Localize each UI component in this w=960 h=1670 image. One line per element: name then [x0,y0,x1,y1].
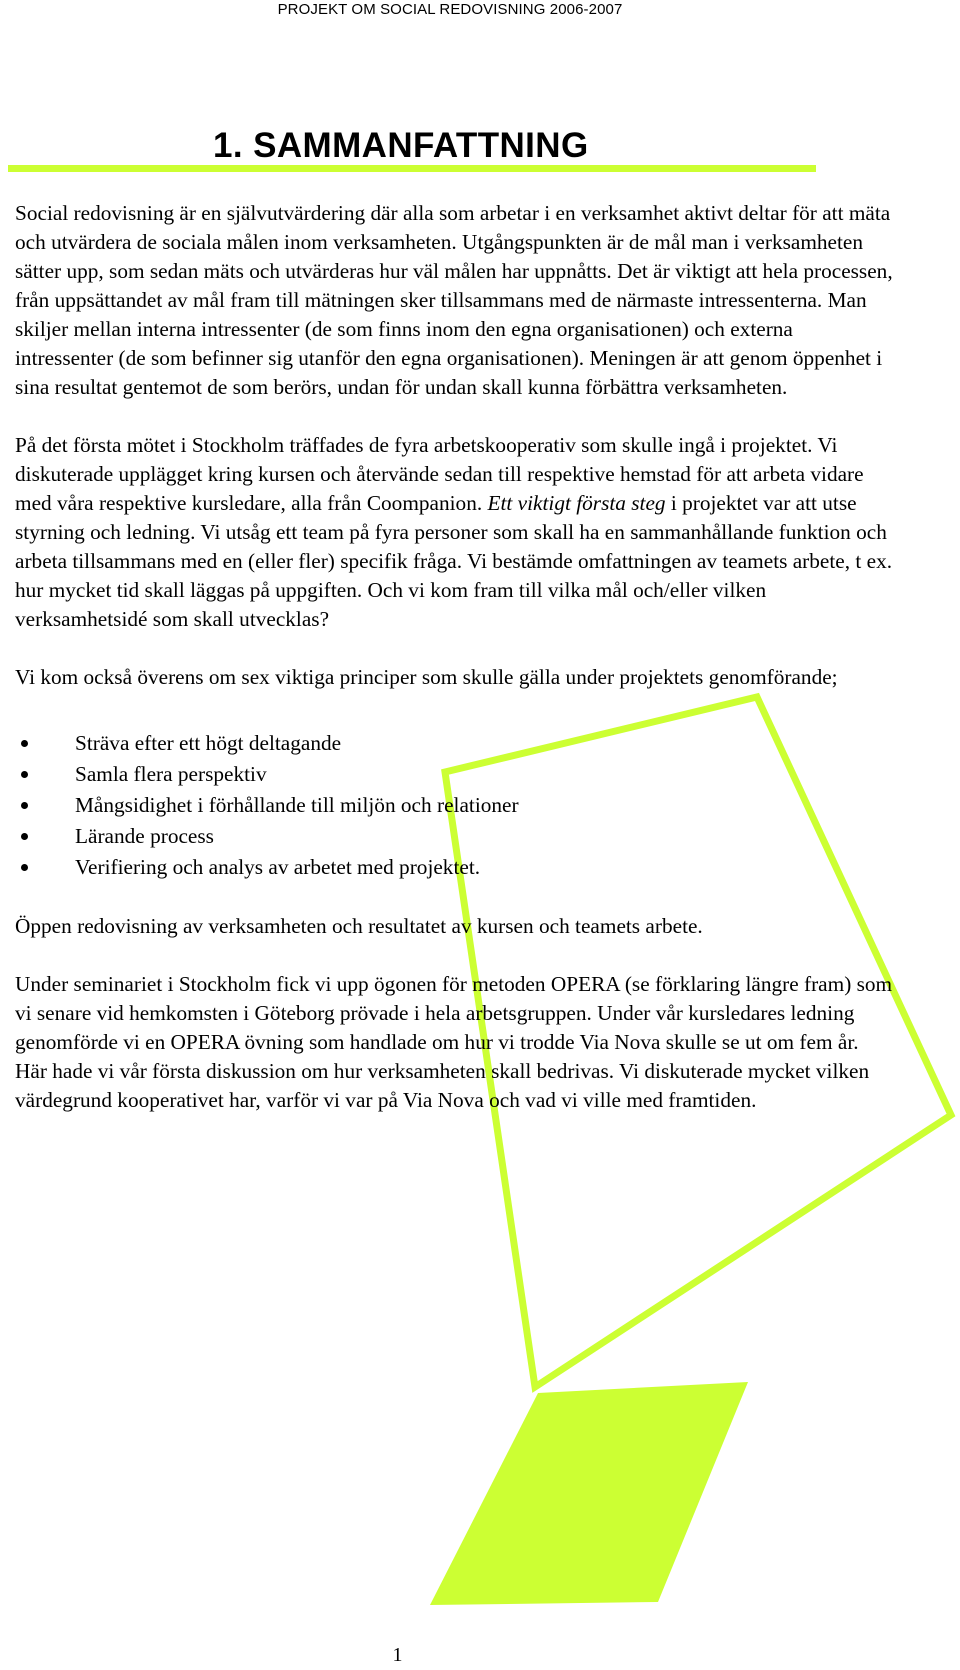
list-item-text: Lärande process [75,824,214,848]
principles-list [15,728,895,883]
paragraph-intro: Social redovisning är en självutvärdering där alla som arbetar i en verksamhet aktivt deltar för att mäta och utvärdera de sociala målen inom verksamheten. Utgångspunkten är de mål man i verksamheten sätter upp, som sedan mäts och utvärderas hur väl målen har uppnåtts. Det är viktigt att hela processen, från uppsättandet av mål fram till mätningen sker tillsammans med de närmaste intressenterna. Man skiljer mellan interna intressenter (de som finns inom den egna organisationen) och externa intressenter (de som befinner sig utanför den egna organisationen). Meningen är att genom öppenhet i sina resultat gentemot de som berörs, undan för undan skall kunna förbättra verksamheten. [15,201,893,399]
running-header: PROJEKT OM SOCIAL REDOVISNING 2006-2007 [277,1,623,18]
list-item [15,790,895,821]
list-item [15,852,895,883]
paragraph-first-meeting [15,431,895,634]
paragraph-principles-intro: Vi kom också överens om sex viktiga principer som skulle gälla under projektets genomförande; [15,665,838,689]
bullet-icon [21,771,28,778]
list-item [15,759,895,790]
page-title: 1. SAMMANFATTNING [213,126,589,165]
list-item [15,728,895,759]
paragraph-first-meeting-text-end: i projektet var att utse styrning och ledning. Vi utsåg ett team på fyra personer som skall ha en sammanhållande funktion och arbeta tillsammans med en (eller fler) specifik fråga. Vi bestämde omfattningen av teamets arbete, t ex. hur mycket tid skall läggas på uppgiften. Och vi kom fram till vilka mål och/eller vilken verksamhetsidé som skall utvecklas? [15,491,893,631]
main-content [15,199,895,1144]
bullet-icon [21,833,28,840]
paragraph-open-reporting: Öppen redovisning av verksamheten och resultatet av kursen och teamets arbete. [15,914,703,938]
list-item-text: Sträva efter ett högt deltagande [75,731,342,755]
paragraph-first-meeting-text-start: På det första mötet i Stockholm träffades de fyra arbetskooperativ som skulle ingå i projektet. Vi diskuterade upplägget kring kursen och återvände sedan till respektive hemstad för att arbeta vidare med våra respektive kursledare, alla från Coompanion. [15,433,864,515]
page-number: 1 [392,1644,403,1666]
decorative-parallelogram-filled [430,1382,748,1605]
list-item [15,821,895,852]
bullet-icon [21,802,28,809]
emphasis-important-first-step: Ett viktigt första steg [487,491,666,515]
list-item-text: Verifiering och analys av arbetet med projektet. [75,855,481,879]
bullet-icon [21,864,28,871]
bullet-icon [21,740,28,747]
paragraph-seminar: Under seminariet i Stockholm fick vi upp ögonen för metoden OPERA (se förklaring längre fram) som vi senare vid hemkomsten i Göteborg prövade i hela arbetsgruppen. Under vår kursledares ledning genomförde vi en OPERA övning som handlade om hur vi trodde Via Nova skulle se ut om fem år. Här hade vi vår första diskussion om hur verksamheten skall bedrivas. Vi diskuterade mycket vilken värdegrund kooperativet har, varför vi var på Via Nova och vad vi ville med framtiden. [15,972,893,1112]
list-item-text: Mångsidighet i förhållande till miljön och relationer [75,793,519,817]
list-item-text: Samla flera perspektiv [75,762,267,786]
